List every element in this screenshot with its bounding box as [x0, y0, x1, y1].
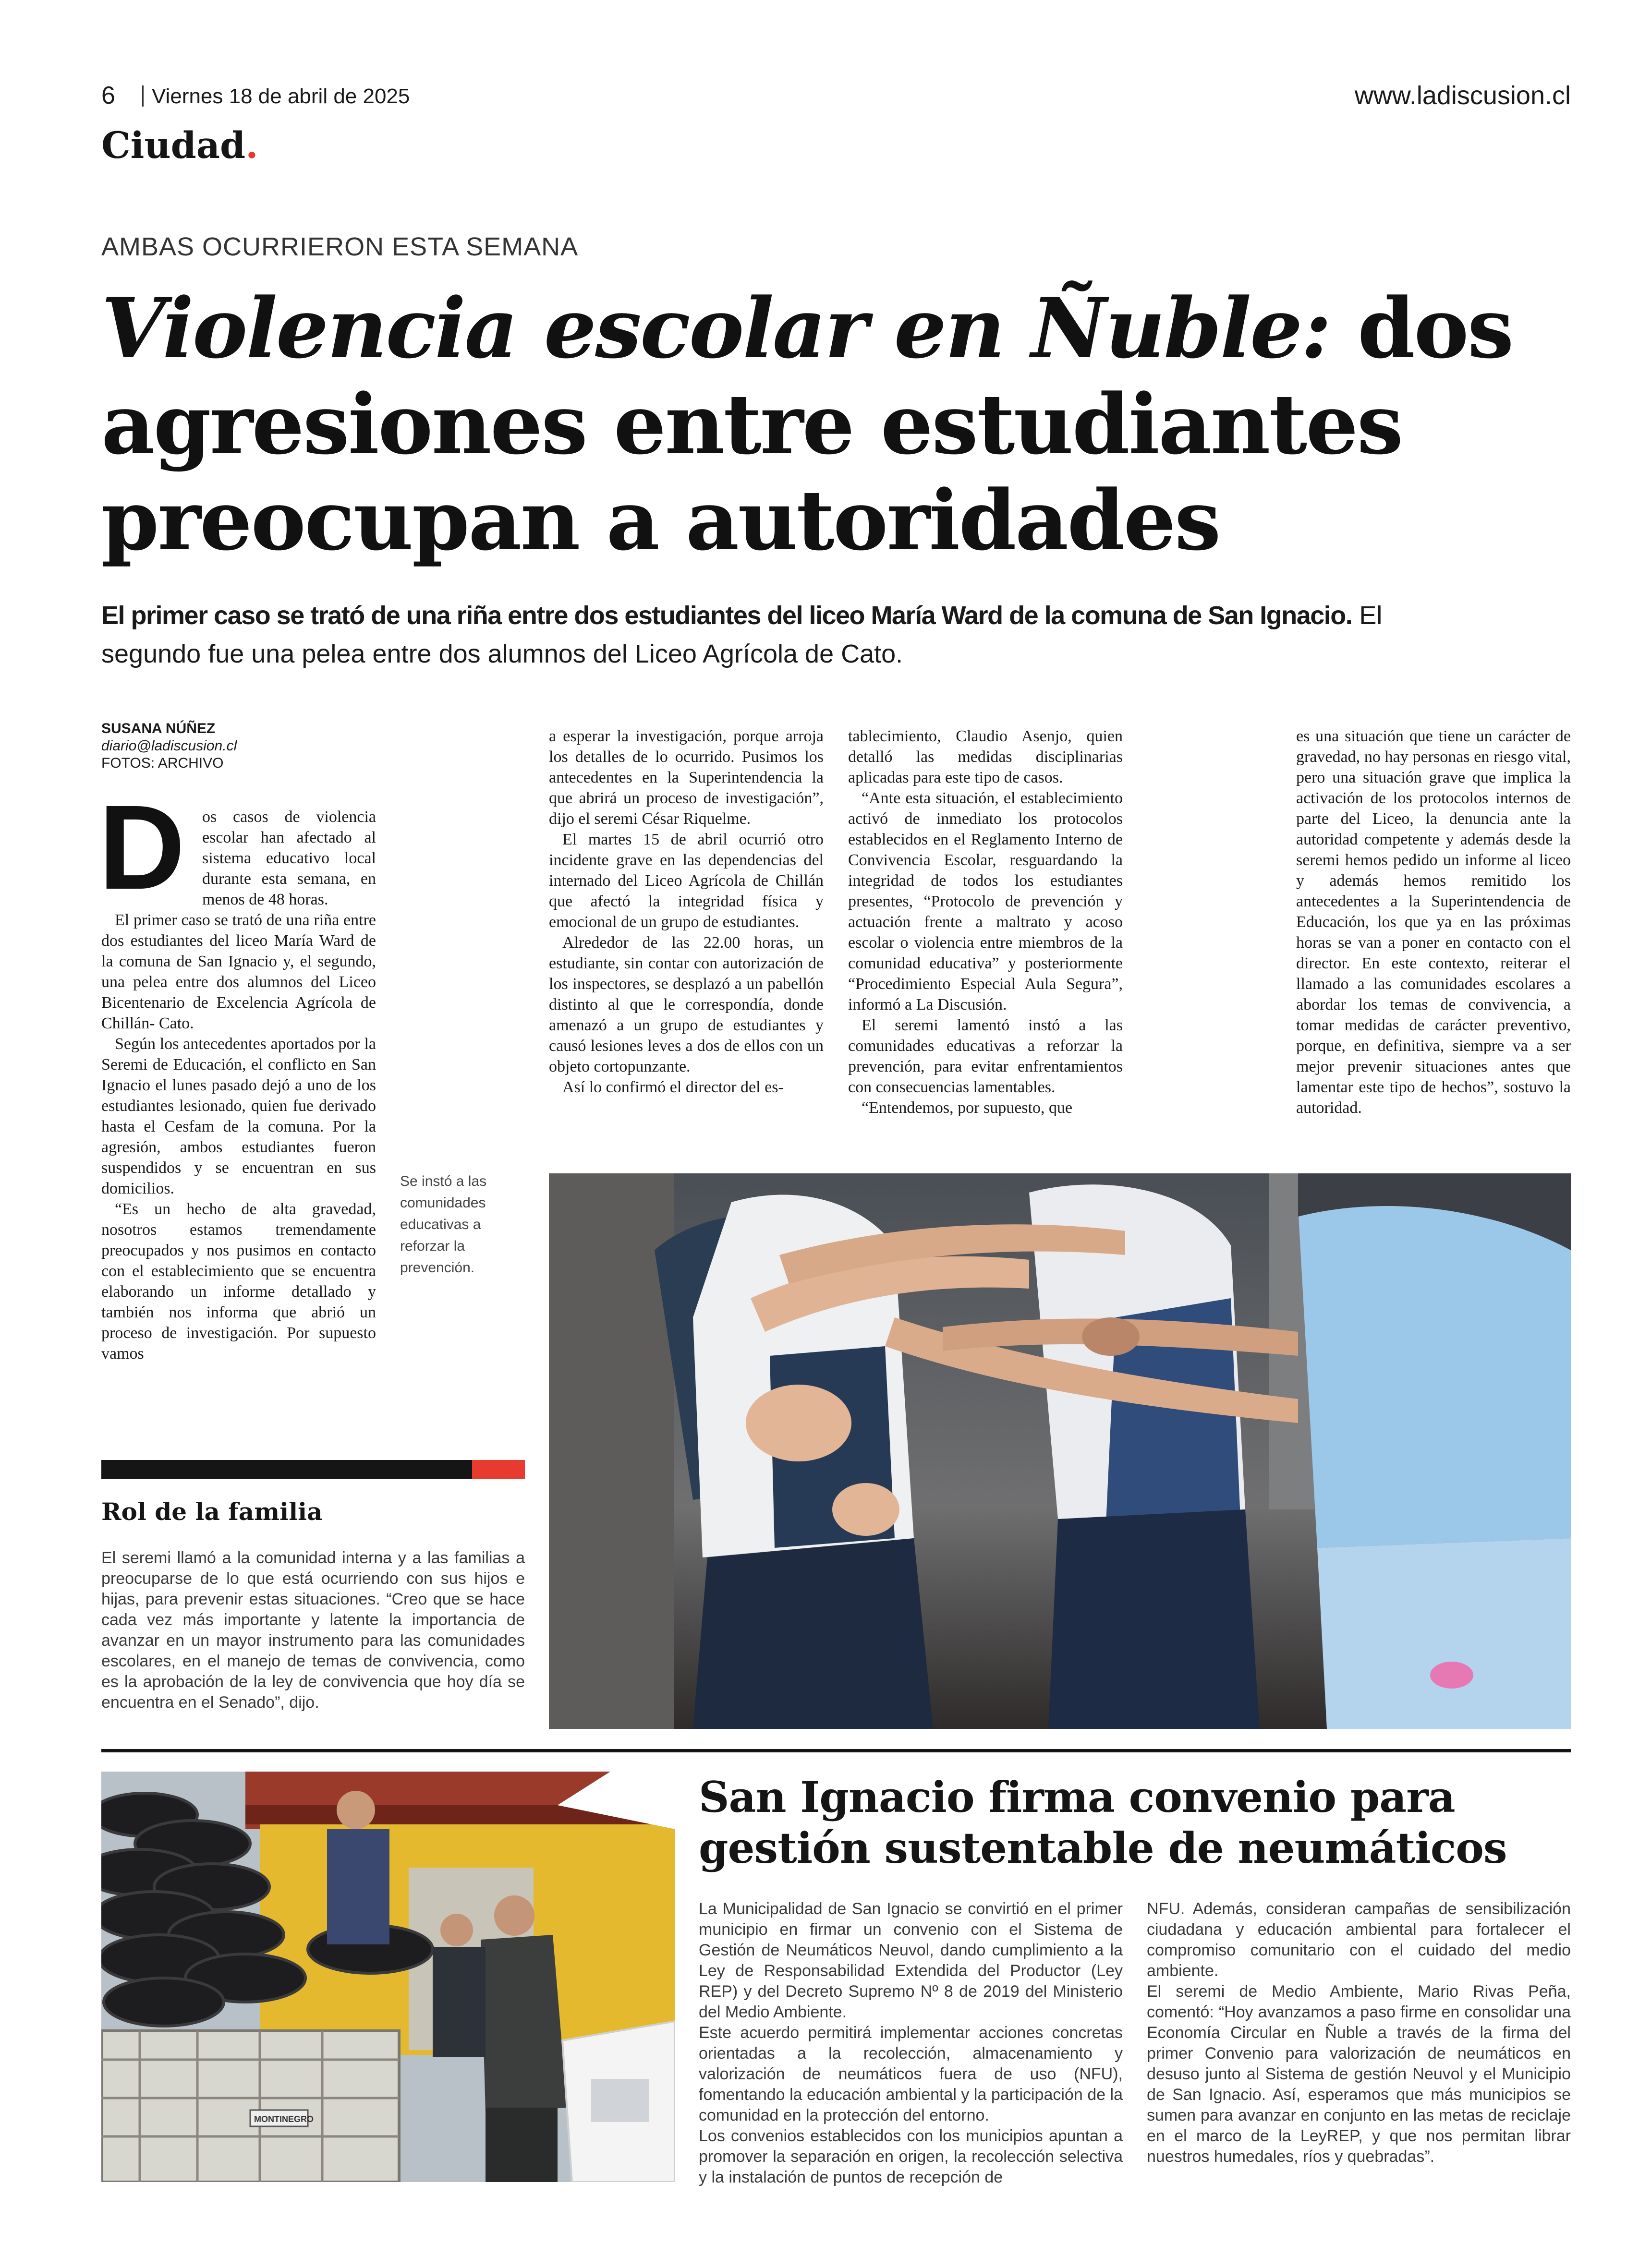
article2-col1-para-2: Este acuerdo permitirá implementar acciones concretas orientadas a la recolección, almacenamiento y valorización de neumáticos fuera de uso (NFU), fomentando la educación ambiental y la participación de la comunidad en la protección del entorno.	[699, 2024, 1123, 2124]
byline-email[interactable]: diario@ladiscusion.cl	[101, 738, 237, 754]
header-separator	[142, 85, 144, 107]
article-headline	[101, 280, 1576, 568]
col1-para-1: os casos de violencia escolar han afectado al sistema educativo local durante esta semana, en menos de 48 horas.	[202, 808, 376, 908]
lead-bold: El primer caso se trató de una riña entre dos estudiantes del liceo María Ward de la comuna de San Ignacio.	[101, 601, 1352, 630]
article-kicker: AMBAS OCURRIERON ESTA SEMANA	[101, 232, 579, 261]
lead-rest-1: El	[1359, 601, 1383, 630]
article2-headline-line-1: San Ignacio firma convenio para	[699, 1772, 1455, 1822]
byline-author: SUSANA NÚÑEZ	[101, 721, 216, 736]
truck-label: MONTINEGRO	[254, 2114, 314, 2124]
byline	[101, 720, 237, 772]
article2-col2-para-1: NFU. Además, consideran campañas de sensibilización ciudadana y educación ambiental para fortalecer el compromiso comunitario con el cuidado del medio ambiente.	[1147, 1900, 1571, 1980]
col3-para-1: tablecimiento, Claudio Asenjo, quien detalló las medidas disciplinarias aplicadas para este tipo de casos.	[848, 727, 1123, 786]
page-number: 6	[101, 82, 115, 109]
headline-line-3: preocupan a autoridades	[101, 471, 1220, 569]
article2-col2-para-2: El seremi de Medio Ambiente, Mario Rivas Peña, comentó: “Hoy avanzamos a paso firme en consolidar una Economía Circular en Ñuble a través de la firma del primer Convenio para valorización de neumáticos en desuso junto al Sistema de gestión Neuvol y el Municipio de San Ignacio. Así, esperamos que más municipios se sumen para avanzar en conjunto en las metas de reciclaje en el marco de la LeyREP, y que nos permitan librar nuestros humedales, ríos y quebradas”.	[1147, 1982, 1571, 2166]
section-dot: .	[245, 124, 258, 167]
issue-date: Viernes 18 de abril de 2025	[152, 84, 410, 108]
website-link[interactable]: www.ladiscusion.cl	[1354, 81, 1571, 110]
lead-line-1	[101, 596, 1580, 635]
body-column-2	[549, 726, 824, 1098]
article2-headline	[699, 1772, 1578, 1873]
article2-headline-line-2: gestión sustentable de neumáticos	[699, 1823, 1507, 1873]
sidebar-text: El seremi llamó a la comunidad interna y a las familias a preocuparse de lo que está ocurriendo con sus hijos e hijas, para prevenir estas situaciones. “Creo que se hace cada vez más importante y latente la importancia de avanzar en un mayor instrumento para las comunidades escolares, en el manejo de temas de convivencia, como es la aprobación de la ley de convivencia que hoy día se encuentra en el Senado”, dijo.	[101, 1549, 525, 1712]
section-divider	[101, 1749, 1571, 1752]
col2-para-3: Alrededor de las 22.00 horas, un estudiante, sin contar con autorización de los inspectores, se desplazó a un pabellón distinto al que le correspondía, donde amenazó a un grupo de estudiantes y causó lesiones leves a dos de ellos con un objeto cortopunzante.	[549, 934, 824, 1075]
body-column-4	[1296, 726, 1571, 1118]
col3-para-4: “Entendemos, por supuesto, que	[862, 1099, 1073, 1117]
col1-para-3: Según los antecedentes aportados por la Seremi de Educación, el conflicto en San Ignacio el lunes pasado dejó a uno de los estudiantes lesionado, quien fue derivado hasta el Cesfam de la comuna. Por la agresión, ambos estudiantes fueron suspendidos y se encuentran en sus domicilios.	[101, 1035, 376, 1197]
col3-para-3: El seremi lamentó instó a las comunidades educativas a reforzar la prevención, para evitar enfrentamientos con consecuencias lamentables.	[848, 1016, 1123, 1096]
sidebar-body	[101, 1548, 525, 1713]
col1-para-2: El primer caso se trató de una riña entre dos estudiantes del liceo María Ward de la comuna de San Ignacio y, el segundo, una pelea entre dos alumnos del Liceo Bicentenario de Excelencia Agrícola de Chillán- Cato.	[101, 911, 376, 1032]
body-column-1	[101, 807, 376, 1364]
article-lead	[101, 596, 1580, 673]
article2-column-2	[1147, 1899, 1571, 2167]
students-photo-illustration	[549, 1173, 1571, 1729]
photo-caption: Se instó a las comunidades educativas a reforzar la prevención.	[400, 1173, 487, 1276]
drop-cap: D	[98, 780, 185, 914]
tires-photo-illustration	[101, 1772, 675, 2182]
headline-line-1	[101, 280, 1576, 376]
article2-col1-para-1: La Municipalidad de San Ignacio se convirtió en el primer municipio en firmar un convenio con el Sistema de Gestión de Neumáticos Neuvol, dando cumplimiento a la Ley de Responsabilidad Extendida del Productor (Ley REP) y del Decreto Supremo Nº 8 de 2019 del Ministerio del Medio Ambiente.	[699, 1900, 1123, 2021]
col2-para-4: Así lo confirmó el director del es-	[562, 1078, 784, 1096]
body-column-3	[848, 726, 1123, 1118]
tires-photo	[101, 1772, 675, 2182]
sidebar-rule-red	[472, 1460, 525, 1479]
byline-photos: FOTOS: ARCHIVO	[101, 755, 224, 771]
col3-para-2: “Ante esta situación, el establecimiento activó de inmediato los protocolos establecidos en el Reglamento Interno de Convivencia Escolar, resguardando la integridad de todos los estudiantes presentes, “Protocolo de prevención y actuación frente a maltrato y acoso escolar o violencia entre miembros de la comunidad educativa” y posteriormente “Procedimiento Especial Aula Segura”, informó a La Discusión.	[848, 789, 1123, 1013]
lead-line-2: segundo fue una pelea entre dos alumnos del Liceo Agrícola de Cato.	[101, 639, 903, 668]
headline-italic: Violencia escolar en Ñuble:	[101, 279, 1330, 377]
col4-para-1: es una situación que tiene un carácter de gravedad, no hay personas en riesgo vital, pero una situación grave que implica la activación de los protocolos internos de parte del Liceo, la denuncia ante la autoridad competente y además desde la seremi hemos pedido un informe al liceo y además hemos remitido los antecedentes a la Superintendencia de Educación, los que ya en las próximas horas se van a poner en contacto con el director. En este contexto, reiterar el llamado a las comunidades escolares a abordar los temas de convivencia, a tomar medidas de carácter preventivo, porque, en definitiva, siempre va a ser mejor prevenir situaciones antes que lamentar este tipo de hechos”, sostuvo la autoridad.	[1296, 727, 1571, 1117]
sidebar-rule-black	[101, 1460, 472, 1479]
headline-line-2: agresiones entre estudiantes	[101, 375, 1402, 473]
headline-line-1-rest: dos	[1357, 279, 1513, 377]
sidebar-title: Rol de la familia	[101, 1497, 323, 1526]
col2-para-1: a esperar la investigación, porque arroja los detalles de lo ocurrido. Pusimos los antecedentes en la Superintendencia la que abrirá un proceso de investigación”, dijo el seremi César Riquelme.	[549, 727, 824, 828]
article2-column-1	[699, 1899, 1123, 2188]
col1-para-4: “Es un hecho de alta gravedad, nosotros estamos tremendamente preocupados y nos pusimos en contacto con el establecimiento que se encuentra elaborando un informe detallado y también nos informa que abrió un proceso de investigación. Por supuesto vamos	[101, 1200, 376, 1363]
article2-col1-para-3: Los convenios establecidos con los municipios apuntan a promover la separación en origen, la recolección selectiva y la instalación de puntos de recepción de	[699, 2127, 1123, 2186]
students-photo	[549, 1173, 1571, 1729]
section-name: Ciudad	[101, 124, 246, 167]
section-title	[101, 124, 258, 167]
col2-para-2: El martes 15 de abril ocurrió otro incidente grave en las dependencias del internado del Liceo Agrícola de Chillán que afectó la integridad física y emocional de un grupo de estudiantes.	[549, 831, 824, 931]
